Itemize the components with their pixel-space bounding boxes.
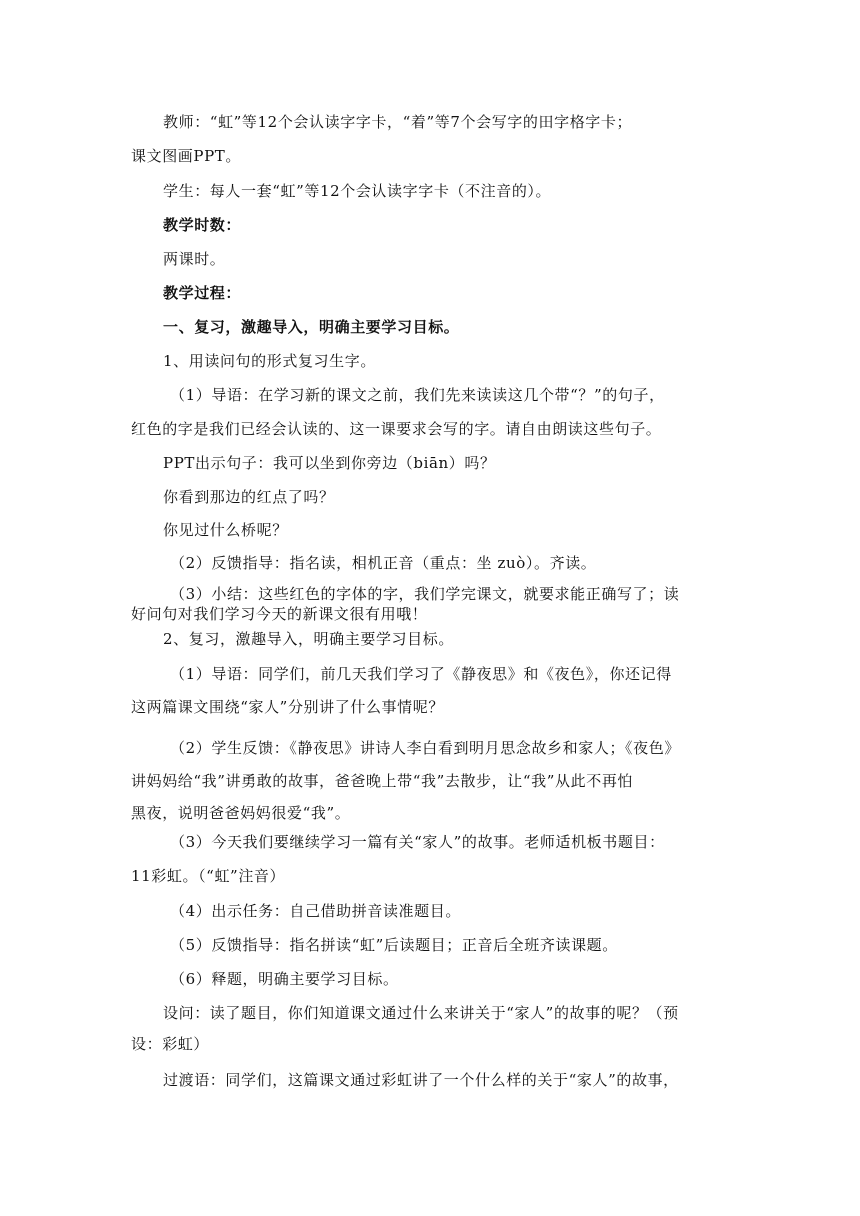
- paragraph-line: （1）导语：在学习新的课文之前，我们先来读读这几个带“？”的句子，: [170, 386, 665, 404]
- paragraph-line: （3）今天我们要继续学习一篇有关“家人”的故事。老师适机板书题目：: [170, 833, 665, 851]
- section-heading: 一、复习，激趣导入，明确主要学习目标。: [163, 318, 460, 336]
- paragraph-line: 黑夜，说明爸爸妈妈很爱“我”。: [131, 804, 351, 822]
- paragraph-line: 课文图画PPT。: [131, 147, 241, 165]
- paragraph-line: 过渡语：同学们，这篇课文通过彩虹讲了一个什么样的关于“家人”的故事，: [163, 1071, 679, 1089]
- paragraph-line: 你看到那边的红点了吗？: [163, 488, 335, 506]
- paragraph-line: 设问：读了题目，你们知道课文通过什么来讲关于“家人”的故事的呢？（预: [163, 1004, 679, 1022]
- paragraph-line: 这两篇课文围绕“家人”分别讲了什么事情呢？: [131, 698, 444, 716]
- paragraph-line: （5）反馈指导：指名拼读“虹”后读题目；正音后全班齐读课题。: [170, 936, 618, 954]
- paragraph-line: 1、用读问句的形式复习生字。: [163, 352, 376, 370]
- paragraph-line: （2）学生反馈：《静夜思》讲诗人李白看到明月思念故乡和家人；《夜色》: [170, 739, 680, 757]
- paragraph-line: （2）反馈指导：指名读，相机正音（重点：坐 zuò）。齐读。: [170, 554, 597, 572]
- paragraph-line: 你见过什么桥呢？: [163, 521, 288, 539]
- paragraph-line: 教师：“虹”等12个会认读字字卡，“着”等7个会写字的田字格字卡；: [163, 113, 633, 131]
- paragraph-line: PPT出示句子：我可以坐到你旁边（biān）吗？: [163, 454, 496, 472]
- section-heading: 教学过程：: [163, 284, 242, 302]
- paragraph-line: 红色的字是我们已经会认读的、这一课要求会写的字。请自由朗读这些句子。: [131, 420, 662, 438]
- paragraph-line: 设：彩虹）: [131, 1035, 210, 1053]
- paragraph-line: 学生：每人一套“虹”等12个会认读字字卡（不注音的）。: [163, 182, 552, 200]
- paragraph-line: 讲妈妈给“我”讲勇敢的故事，爸爸晚上带“我”去散步，让“我”从此不再怕: [131, 772, 634, 790]
- paragraph-line: （4）出示任务：自己借助拼音读准题目。: [170, 902, 461, 920]
- paragraph-line: 两课时。: [163, 250, 226, 268]
- paragraph-line: 好问句对我们学习今天的新课文很有用哦！: [131, 605, 428, 623]
- section-heading: 教学时数：: [163, 216, 242, 234]
- paragraph-line: 2、复习，激趣导入，明确主要学习目标。: [163, 630, 454, 648]
- paragraph-line: （1）导语：同学们，前几天我们学习了《静夜思》和《夜色》，你还记得: [170, 665, 672, 683]
- paragraph-line: （3）小结：这些红色的字体的字，我们学完课文，就要求能正确写了；读: [170, 585, 680, 603]
- paragraph-line: 11彩虹。（“虹”注音）: [131, 867, 286, 885]
- paragraph-line: （6）释题，明确主要学习目标。: [170, 970, 399, 988]
